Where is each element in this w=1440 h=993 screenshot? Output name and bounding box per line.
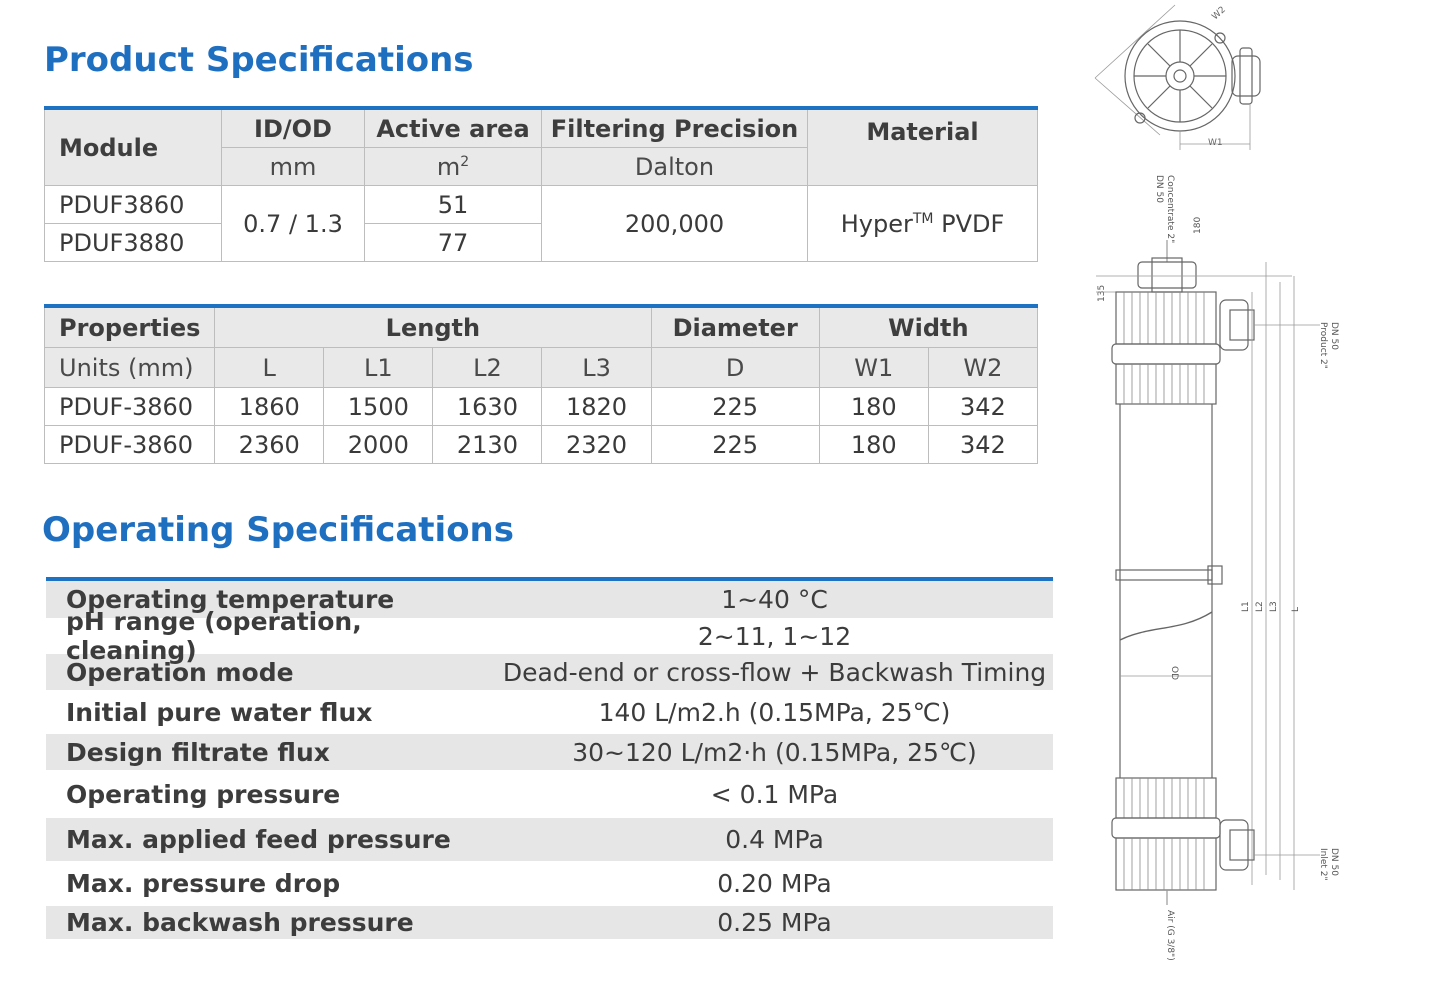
value-cell: 342 <box>928 388 1037 426</box>
value-cell: 1820 <box>542 388 651 426</box>
l-label: L <box>1291 606 1301 612</box>
col-l2: L2 <box>433 348 542 388</box>
precision-cell: 200,000 <box>542 186 808 262</box>
col-l: L <box>215 348 324 388</box>
spec-value: 140 L/m2.h (0.15MPa, 25℃) <box>598 697 951 727</box>
spec-value: < 0.1 MPa <box>710 779 839 809</box>
module-cell: PDUF3880 <box>45 224 222 262</box>
spec-row <box>46 906 1053 939</box>
col-w1: W1 <box>819 348 928 388</box>
spec-value: Dead-end or cross-flow + Backwash Timing <box>502 657 1047 687</box>
end-view-drawing <box>1095 5 1260 150</box>
spec-label: pH range (operation, cleaning) <box>66 607 362 665</box>
spec-value: 0.20 MPa <box>717 869 832 898</box>
idod-cell: 0.7 / 1.3 <box>222 186 365 262</box>
product-specifications-title: Product Specifications <box>44 40 474 80</box>
value-cell: 1860 <box>215 388 324 426</box>
spec-label: Design filtrate flux <box>66 737 330 767</box>
spec-value: 1~40 °C <box>721 585 828 614</box>
product-spec-table <box>44 106 1038 262</box>
spec-row <box>46 818 1053 861</box>
side-view-drawing <box>1096 175 1339 961</box>
spec-value: 2~11, 1~12 <box>697 621 852 651</box>
header-width: Width <box>819 306 1037 348</box>
header-area-unit: $m^2$ <box>365 148 542 186</box>
header-material: Material <box>808 108 1038 186</box>
l3-label: L3 <box>1269 601 1279 612</box>
air-label: Air (G 3/8") <box>1165 910 1175 961</box>
dim-180-label: 180 <box>1193 216 1203 234</box>
spec-label: Operating pressure <box>66 779 341 809</box>
col-d: D <box>651 348 819 388</box>
spec-value: 30~120 L/m2·h (0.15MPa, 25℃) <box>572 737 977 767</box>
spec-label: Operating temperature <box>66 585 395 614</box>
spec-row <box>46 607 1053 665</box>
value-cell: 180 <box>819 388 928 426</box>
spec-row <box>46 770 1053 818</box>
header-precision-unit: Dalton <box>542 148 808 186</box>
spec-label: Max. applied feed pressure <box>66 825 451 854</box>
dn50-product-label: DN 50 <box>1329 322 1339 350</box>
spec-label: Initial pure water flux <box>66 697 373 727</box>
operating-spec-list <box>46 577 1053 939</box>
spec-value: 0.25 MPa <box>717 908 832 937</box>
w2-label: W2 <box>1210 5 1228 23</box>
header-active-area: Active area <box>365 108 542 148</box>
value-cell: 225 <box>651 388 819 426</box>
header-module: Module <box>45 108 222 186</box>
l1-label: L1 <box>1241 601 1251 612</box>
value-cell: 2320 <box>542 426 651 464</box>
l2-label: L2 <box>1255 601 1265 612</box>
value-cell: 342 <box>928 426 1037 464</box>
table-row <box>45 426 1038 464</box>
product-label: Product 2" <box>1318 322 1328 369</box>
value-cell: 225 <box>651 426 819 464</box>
header-diameter: Diameter <box>651 306 819 348</box>
col-l3: L3 <box>542 348 651 388</box>
value-cell: 180 <box>819 426 928 464</box>
w1-label: W1 <box>1208 138 1223 148</box>
inlet-label: Inlet 2" <box>1318 848 1328 881</box>
header-units: Units (mm) <box>45 348 215 388</box>
value-cell: 2000 <box>324 426 433 464</box>
col-l1: L1 <box>324 348 433 388</box>
spec-row <box>46 654 1053 690</box>
row-name: PDUF-3860 <box>45 426 215 464</box>
header-idod-unit: mm <box>222 148 365 186</box>
header-idod: ID/OD <box>222 108 365 148</box>
header-properties: Properties <box>45 306 215 348</box>
area-cell: 77 <box>365 224 542 262</box>
area-cell: 51 <box>365 186 542 224</box>
od-label: OD <box>1169 666 1179 681</box>
module-cell: PDUF3860 <box>45 186 222 224</box>
spec-label: Operation mode <box>66 657 294 687</box>
value-cell: 1500 <box>324 388 433 426</box>
spec-row <box>46 690 1053 734</box>
row-name: PDUF-3860 <box>45 388 215 426</box>
header-filtering-precision: Filtering Precision <box>542 108 808 148</box>
concentrate-label: Concentrate 2" <box>1165 175 1175 244</box>
header-length: Length <box>215 306 651 348</box>
dim-135-label: 135 <box>1097 284 1107 302</box>
module-technical-drawing <box>1080 0 1440 993</box>
properties-table <box>44 304 1038 464</box>
dn50-top-label: DN 50 <box>1154 175 1164 203</box>
col-w2: W2 <box>928 348 1037 388</box>
material-cell: Hyper™ PVDF <box>808 186 1038 262</box>
operating-specifications-title: Operating Specifications <box>42 510 514 550</box>
dn50-inlet-label: DN 50 <box>1329 848 1339 876</box>
spec-row <box>46 861 1053 906</box>
value-cell: 2130 <box>433 426 542 464</box>
spec-value: 0.4 MPa <box>725 825 824 854</box>
value-cell: 1630 <box>433 388 542 426</box>
spec-label: Max. backwash pressure <box>66 908 414 937</box>
value-cell: 2360 <box>215 426 324 464</box>
spec-row <box>46 734 1053 770</box>
table-row <box>45 388 1038 426</box>
spec-label: Max. pressure drop <box>66 869 341 898</box>
